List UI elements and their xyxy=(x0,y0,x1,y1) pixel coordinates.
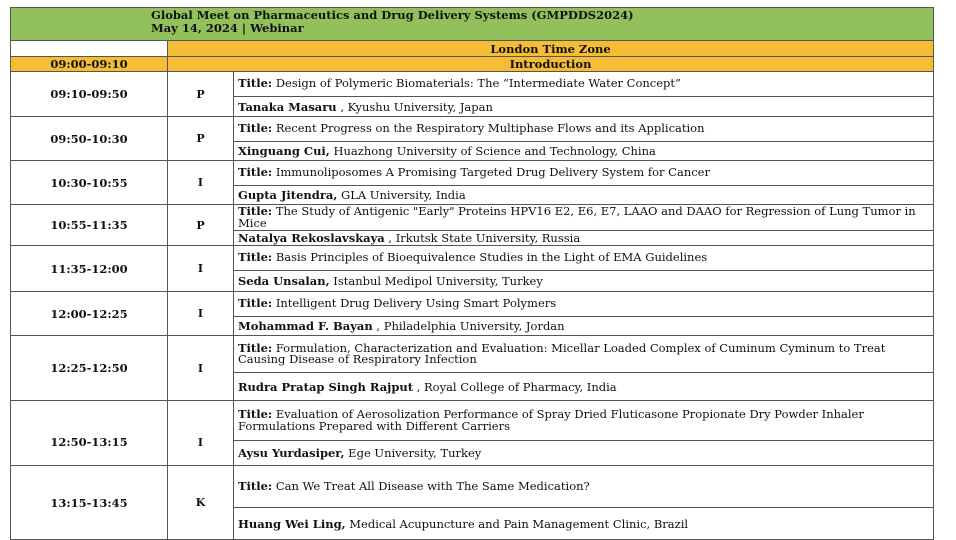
session-type: I xyxy=(168,246,234,292)
session-type: K xyxy=(168,466,234,540)
title-prefix: Title: xyxy=(238,76,273,91)
title-prefix: Title: xyxy=(238,250,273,265)
event-header xyxy=(11,8,934,41)
title-text: Evaluation of Aerosolization Performance of Spray Dried Fluticasone Propionate Dry Powder Inhaler Formulations Prepared with Different Carriers xyxy=(238,407,864,433)
speaker-name: Tanaka Masaru xyxy=(238,99,337,114)
session-title xyxy=(234,401,934,441)
session-time: 09:10-09:50 xyxy=(11,72,168,117)
session-time: 12:00-12:25 xyxy=(11,292,168,336)
speaker-name: Gupta Jitendra, xyxy=(238,188,338,202)
title-text: Can We Treat All Disease with The Same Medication? xyxy=(275,478,590,493)
session-speaker xyxy=(234,97,934,117)
session-type: P xyxy=(168,205,234,246)
session-row xyxy=(11,72,934,97)
speaker-name: Huang Wei Ling, xyxy=(238,516,346,531)
session-time: 13:15-13:45 xyxy=(11,466,168,540)
timezone-row xyxy=(11,41,934,57)
event-title: Global Meet on Pharmaceutics and Drug Delivery Systems (GMPDDS2024) xyxy=(151,8,634,22)
session-row xyxy=(11,466,934,508)
session-type: I xyxy=(168,401,234,466)
title-text: Formulation, Characterization and Evaluation: Micellar Loaded Complex of Cuminum Cyminum to Treat Causing Disease of Respiratory Infection xyxy=(238,340,886,366)
session-type: P xyxy=(168,72,234,117)
session-title xyxy=(234,161,934,186)
title-prefix: Title: xyxy=(238,340,273,355)
title-prefix: Title: xyxy=(238,165,273,180)
session-time: 11:35-12:00 xyxy=(11,246,168,292)
session-speaker xyxy=(234,373,934,401)
title-prefix: Title: xyxy=(238,121,273,136)
session-speaker xyxy=(234,441,934,466)
session-time: 10:30-10:55 xyxy=(11,161,168,205)
session-time: 12:50-13:15 xyxy=(11,401,168,466)
speaker-affiliation: , Royal College of Pharmacy, India xyxy=(413,379,617,394)
session-speaker xyxy=(234,271,934,292)
timezone-label: London Time Zone xyxy=(168,41,934,57)
intro-label: Introduction xyxy=(168,57,934,72)
session-speaker xyxy=(234,142,934,161)
speaker-name: Seda Unsalan, xyxy=(238,274,330,288)
session-speaker xyxy=(234,317,934,336)
session-row xyxy=(11,246,934,271)
intro-time: 09:00-09:10 xyxy=(11,57,168,72)
session-type: P xyxy=(168,117,234,161)
title-prefix: Title: xyxy=(238,204,273,218)
session-title xyxy=(234,205,934,231)
session-time: 09:50-10:30 xyxy=(11,117,168,161)
event-date: May 14, 2024 | Webinar xyxy=(151,21,304,35)
speaker-name: Mohammad F. Bayan xyxy=(238,319,373,333)
speaker-name: Natalya Rekoslavskaya xyxy=(238,231,385,245)
speaker-affiliation: Ege University, Turkey xyxy=(344,446,482,460)
session-title xyxy=(234,117,934,142)
title-text: Design of Polymeric Biomaterials: The “Intermediate Water Concept” xyxy=(275,76,681,91)
title-prefix: Title: xyxy=(238,407,273,421)
session-type: I xyxy=(168,161,234,205)
intro-row xyxy=(11,57,934,72)
title-prefix: Title: xyxy=(238,478,273,493)
header-row xyxy=(11,8,934,41)
session-row xyxy=(11,117,934,142)
session-row xyxy=(11,205,934,231)
session-speaker xyxy=(234,508,934,540)
agenda-table xyxy=(10,7,934,540)
speaker-affiliation: Medical Acupuncture and Pain Management Clinic, Brazil xyxy=(345,516,689,531)
session-title xyxy=(234,466,934,508)
agenda-sheet xyxy=(10,7,933,540)
session-type: I xyxy=(168,336,234,401)
speaker-name: Xinguang Cui, xyxy=(238,144,330,158)
title-text: Recent Progress on the Respiratory Multiphase Flows and its Application xyxy=(275,121,705,136)
session-title xyxy=(234,246,934,271)
session-time: 10:55-11:35 xyxy=(11,205,168,246)
session-row xyxy=(11,292,934,317)
session-row xyxy=(11,161,934,186)
speaker-affiliation: Istanbul Medipol University, Turkey xyxy=(329,274,543,288)
session-title xyxy=(234,336,934,373)
session-speaker xyxy=(234,186,934,205)
speaker-name: Rudra Pratap Singh Rajput xyxy=(238,379,414,394)
speaker-affiliation: , Philadelphia University, Jordan xyxy=(372,319,565,333)
title-text: Basis Principles of Bioequivalence Studies in the Light of EMA Guidelines xyxy=(275,250,708,265)
title-text: The Study of Antigenic "Early" Proteins HPV16 E2, E6, E7, LAAO and DAAO for Regression of Lung Tumor in Mice xyxy=(238,204,916,230)
session-type: I xyxy=(168,292,234,336)
speaker-affiliation: , Kyushu University, Japan xyxy=(336,99,493,114)
session-speaker xyxy=(234,231,934,246)
title-text: Immunoliposomes A Promising Targeted Drug Delivery System for Cancer xyxy=(275,165,710,180)
title-prefix: Title: xyxy=(238,296,273,311)
title-text: Intelligent Drug Delivery Using Smart Polymers xyxy=(275,296,557,311)
speaker-affiliation: GLA University, India xyxy=(337,188,466,202)
session-row xyxy=(11,336,934,373)
session-time: 12:25-12:50 xyxy=(11,336,168,401)
speaker-affiliation: , Irkutsk State University, Russia xyxy=(384,231,581,245)
session-title xyxy=(234,72,934,97)
timezone-spacer xyxy=(11,41,168,57)
session-title xyxy=(234,292,934,317)
speaker-name: Aysu Yurdasiper, xyxy=(238,446,345,460)
speaker-affiliation: Huazhong University of Science and Technology, China xyxy=(329,144,656,158)
session-row xyxy=(11,401,934,441)
